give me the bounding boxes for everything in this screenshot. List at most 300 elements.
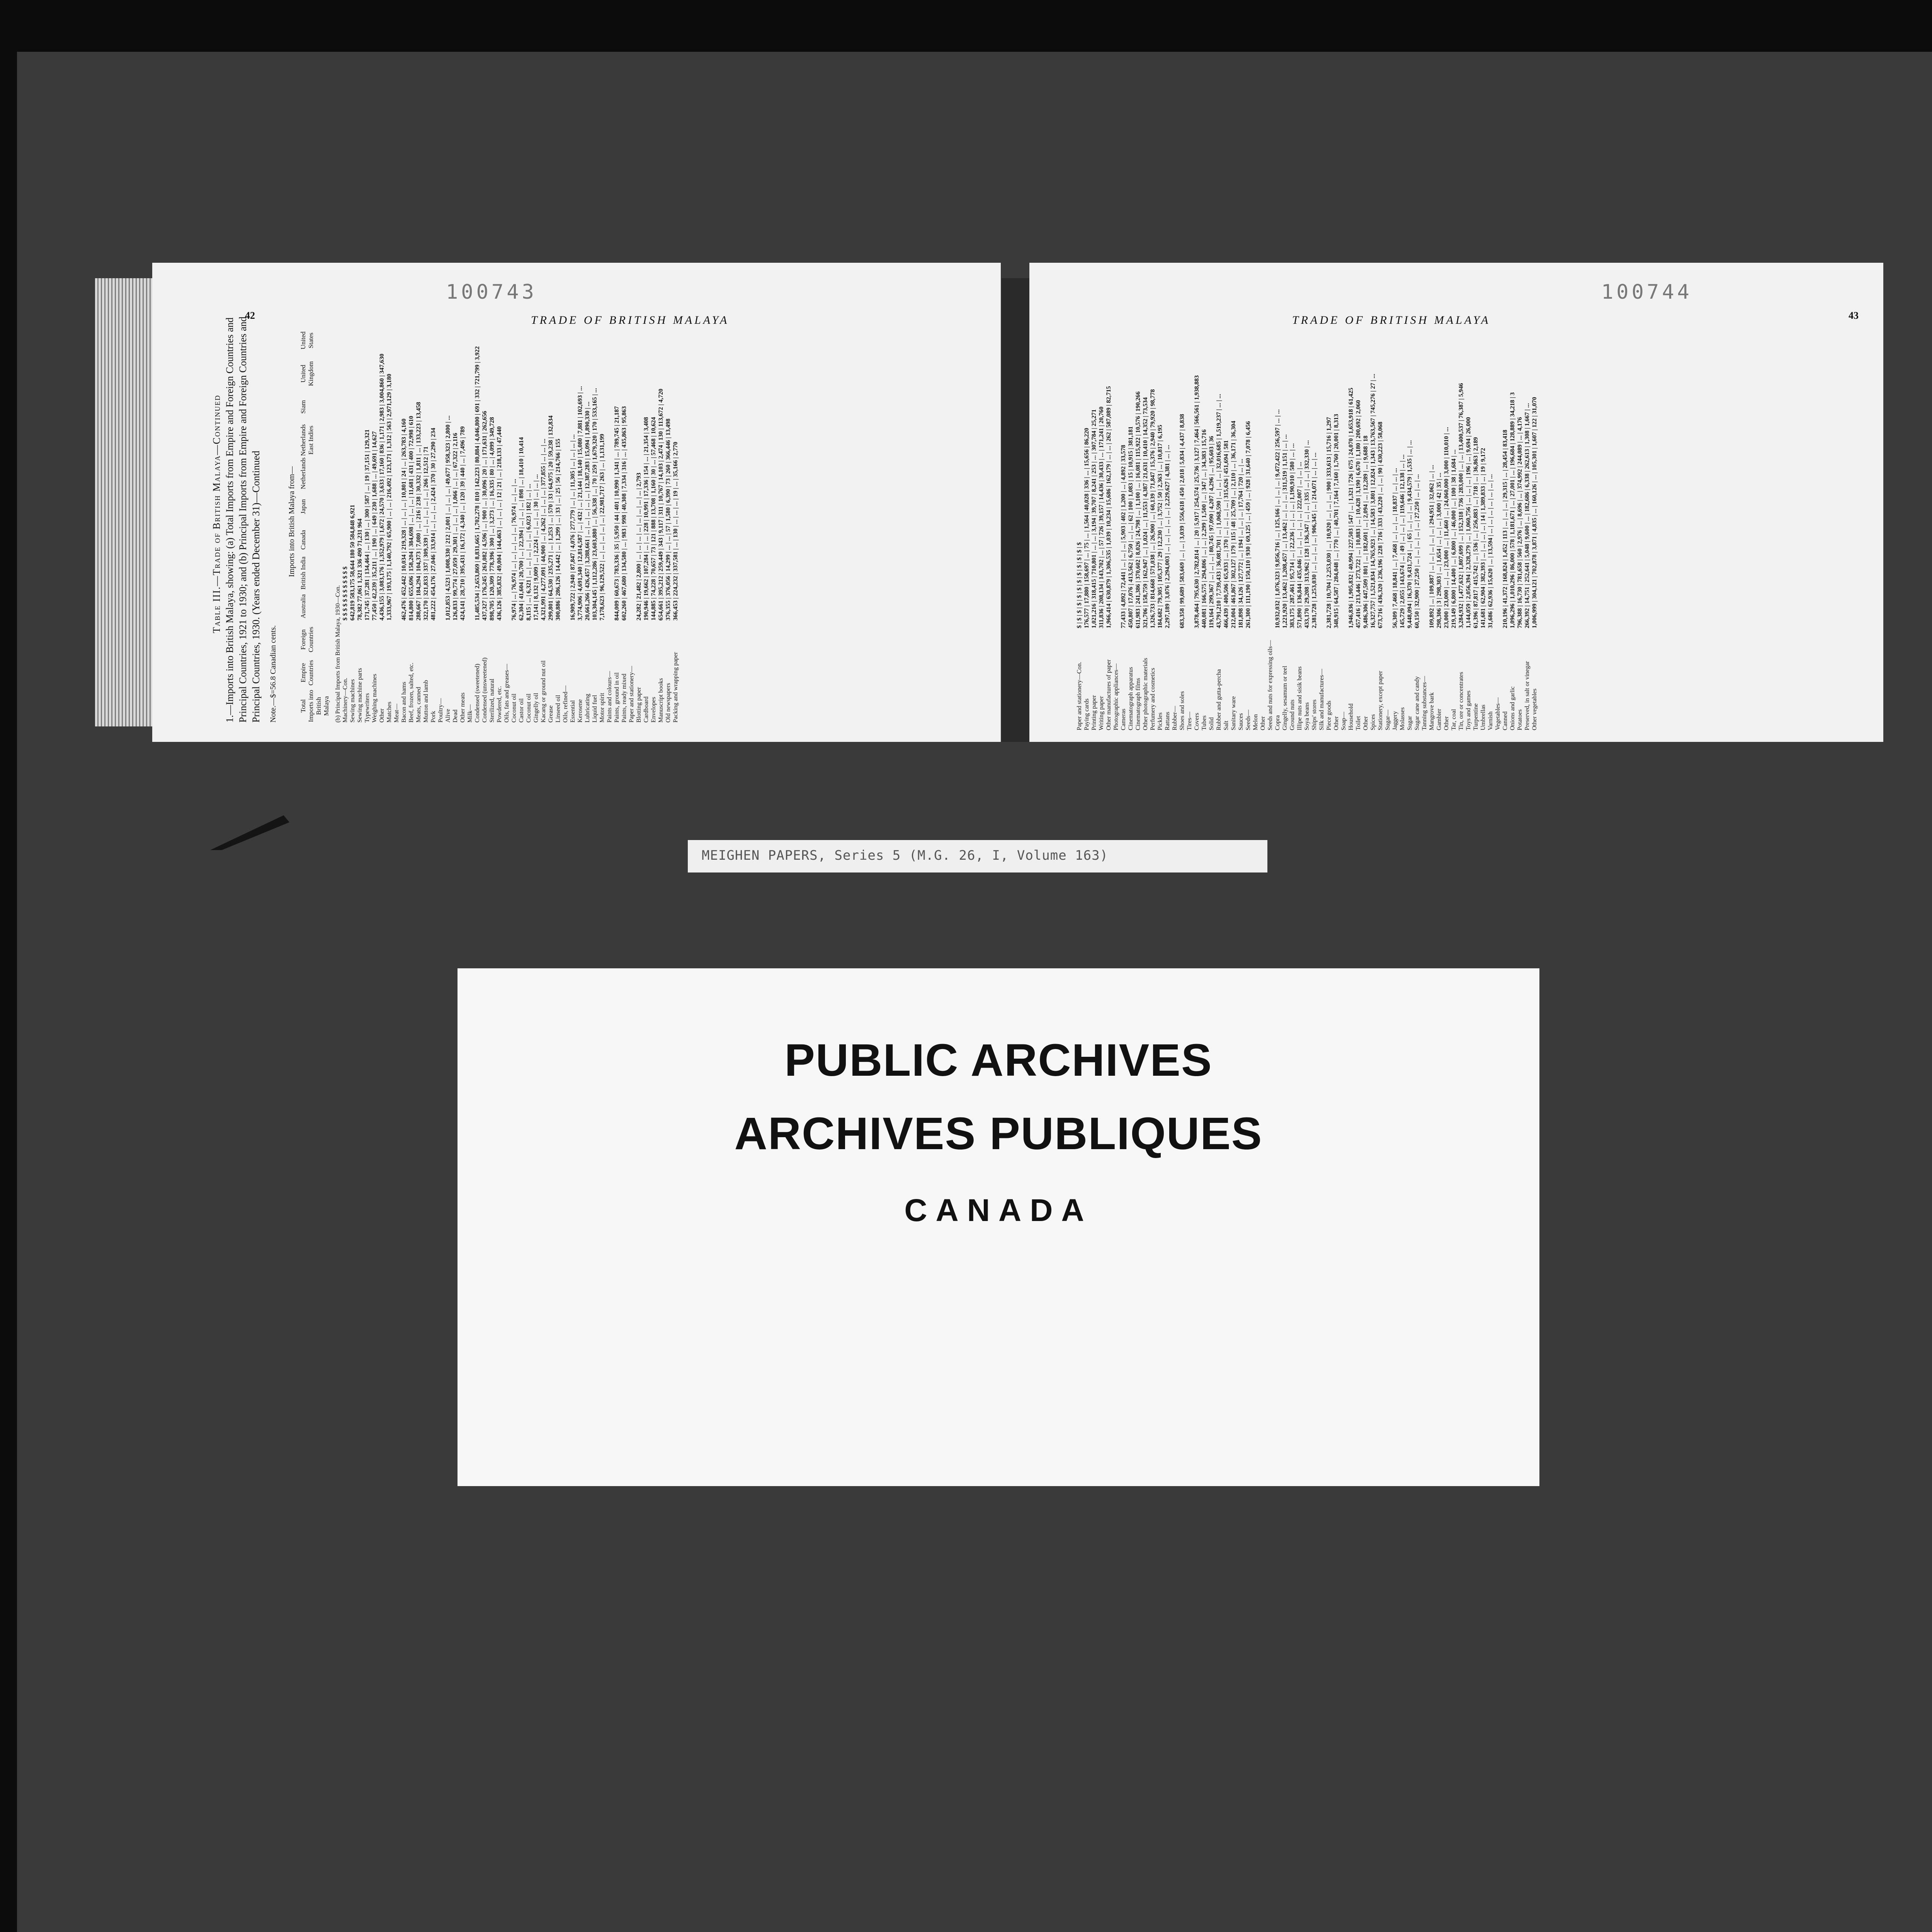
table-row <box>554 321 562 723</box>
row-label: Other <box>1260 716 1266 730</box>
table-row <box>400 321 408 723</box>
table-row <box>1105 336 1112 730</box>
table-row <box>613 321 621 723</box>
right-page <box>1029 263 1883 742</box>
row-label: Coconut oil <box>526 693 532 723</box>
row-values: 436,126 | 385,832 | 49,004 | 144,463 | ... | ... | ... | 12 | 21 | ... | 218,133 | 47,440 <box>496 426 503 621</box>
right-page-number: 43 <box>1849 310 1859 321</box>
row-label: Soya beans <box>1304 702 1310 730</box>
row-values: 602,260 | 467,680 | 134,580 | ... | 983 | 998 | 40,308 | 7,334 | 316 | ... | 435,863 | 95,863 <box>621 406 628 621</box>
row-values: 171,745 | 37,281 | 134,464 | ... | 130 | ... | 300 | 587 | ... | 19 | 37,151 | 129,321 <box>364 429 371 621</box>
row-values: 1,966,414 | 630,879 | 1,306,535 | 1,039 | 10,234 | 15,686 | 162,179 | ... | ... | 262 | 587,089 | 82,715 <box>1105 386 1112 628</box>
row-label: Other <box>1362 716 1369 730</box>
row-label: Gambier <box>1436 709 1442 730</box>
table-row <box>356 321 364 723</box>
row-values: 814,800 | 655,696 | 158,204 | 384,698 | ... | ... | ... | 11,681 | 431 | 400 | 72,998 | 610 <box>408 416 415 621</box>
row-values: 611,983 | 241,386 | 370,602 | 8,026 | 24,798 | ... | 1,100 | ... | 16,081 | 115,922 | 10,576 | 190,266 <box>1135 391 1141 628</box>
row-values: 77,433 | 4,892 | 72,441 | ... | ... | ... | 5,903 | 402 | 1,200 | ... | 4,892 | 33,578 <box>1120 445 1127 628</box>
table-row <box>1076 336 1083 730</box>
table-row <box>1362 336 1369 730</box>
row-values: 1,006,999 | 304,121 | 702,878 | 3,871 | 4,835 | ... | 160,126 | ... | 105,301 | 1,607 | 122 | 31,070 <box>1531 397 1538 628</box>
row-values: 321,706 | 158,759 | 162,947 | ... | 1,024 | ... | 11,553 | 4,387 | 21,631 | 10,410 | 14,352 | 73,534 <box>1142 397 1149 628</box>
table-row <box>562 321 569 723</box>
table-row <box>1421 336 1428 730</box>
table-row <box>1516 336 1524 730</box>
row-values: 78,382 77,061 1,321 336 490 71,231 964 <box>357 519 363 621</box>
row-values: 119,164 | 299,367 | ... | ... | ... | 80,745 | 97,090 | 4,207 | 4,296 | ... | 95,603 | 36 <box>1208 436 1215 628</box>
table-row <box>518 321 525 723</box>
row-label: Turpentine <box>1473 703 1479 730</box>
table-row <box>1480 336 1487 730</box>
table-row <box>650 321 657 723</box>
row-label: Tin, ore or concentrates <box>1458 672 1464 730</box>
row-label: Sterilized, natural <box>489 679 495 723</box>
table-row <box>1274 336 1281 730</box>
table-row <box>1237 336 1245 730</box>
column-header: Foreign Countries <box>299 626 315 653</box>
row-label: Paints, ready mixed <box>621 673 628 723</box>
row-values: 103,304,145 | 1,112,286 | 23,603,880 | ... | 56,338 | ... | 70 | 259 | 1,679,320 | 170 | 533,165 | ... <box>592 388 598 621</box>
table-row <box>1289 336 1296 730</box>
table-row <box>1186 336 1193 730</box>
row-label: Writing paper <box>1098 696 1105 730</box>
table-row <box>430 321 437 723</box>
row-label: Castor oil <box>518 698 525 723</box>
row-values: 311,836 | 208,134 | 143,702 | ... | 57 | 726 | 39,157 | 14,436 | 30,433 | ... | 171,241 | 20,760 <box>1098 406 1105 628</box>
table-row <box>1428 336 1435 730</box>
row-label: Onions and garlic <box>1509 686 1516 730</box>
table-row <box>444 321 452 723</box>
row-values: 17,141 | 8,132 | 9,009 | ... | 2,224 | ... | ... | ... | 30 | ... | ... | ... <box>533 474 539 621</box>
row-label: Sanitary ware <box>1230 696 1237 730</box>
row-label: Sewing machine parts <box>357 668 363 723</box>
row-values: 144,885 | 74,228 | 70,657 | 73 | 121 | 888 | 13,708 | 1,160 | 30 | ... | 57,468 | 10,624 <box>650 417 657 621</box>
right-table-rows <box>1076 336 1538 730</box>
table-row <box>657 321 665 723</box>
column-header: Siam <box>299 400 307 414</box>
row-label: Paints, ground in oil <box>614 672 620 723</box>
table-row <box>525 321 532 723</box>
table-row <box>408 321 415 723</box>
row-label: Spices <box>1370 714 1376 730</box>
row-values: 9,486,306 | 447,509 | 801 | ... | 182,601 | ... | 2,094 | ... | 12,289 | ... | 9,688 | 18 <box>1362 435 1369 628</box>
row-values: 299,801 | 64,530 | 235,271 | ... | 1,253 | ... | 570 | 33 | 64,975 | 20 | 59,238 | 132,834 <box>548 415 554 621</box>
table-row <box>1494 336 1502 730</box>
table-row <box>1377 336 1384 730</box>
left-page-number: 42 <box>245 310 255 321</box>
table-row <box>1230 336 1237 730</box>
row-values: 56,309 | 7,468 | 18,841 | ... | 7,468 | ... | ... | ... | 18,837 | ... | ... | ... <box>1392 468 1398 628</box>
row-label: Sugar cane and candy <box>1414 676 1420 730</box>
column-header: British India <box>299 556 307 590</box>
table-row <box>1281 336 1289 730</box>
table-row <box>349 321 356 723</box>
table-title: 1.—Imports into British Malaya, showing: (a) Total Imports from Empire and Foreign Countries and Principal Countries, 1921 to 1930; and (b) Principal Imports from Empire and Foreign Countries and Principal Countries, 1930. (Years ended December 31)—Continued <box>224 316 262 723</box>
row-label: Kerosene <box>577 699 583 723</box>
right-page-stamp: 100744 <box>1601 281 1692 304</box>
row-values: 190,946 | 19,662 | 107,284 | ... | ... | 228 | 10,991 | 17,336 | 154 | ... | 21,354 | 3,408 <box>643 417 650 621</box>
row-label: Other vegetables <box>1531 689 1538 730</box>
row-values: 76,974 | ... | 76,974 | ... | ... | ... | ... | ... | 76,974 | ... | ... | ... <box>511 479 517 621</box>
row-values: 383,175 | 287,461 | 95,714 | ... | 22,236 | ... | ... | ... | 1,190,910 | 580 | ... | ... <box>1289 443 1296 628</box>
row-label: Cameras <box>1120 709 1127 730</box>
row-label: Bacon and hams <box>401 682 407 723</box>
table-row <box>1325 336 1333 730</box>
row-values: 3,284,932 | 1,477,632 | 1,807,699 | ... | 152,318 | 736 | 283,000 | ... | ... | 13,400,537 | 76,387 | 5,946 <box>1458 383 1464 628</box>
table-row <box>1120 336 1127 730</box>
table-row <box>378 321 386 723</box>
row-label: Linseed oil <box>555 695 561 723</box>
table-row <box>1413 336 1421 730</box>
row-values: 4,436,155 | 3,083,176 | 1,352,979 | 1,672 | 24,570 | 3,633 | 17,160 | 836 | 1,171 | 2,983 | 3,004,860 | 347,630 <box>379 354 385 621</box>
row-values: 20,661,266 | 426,457 | 3,288,661 | ... | ... | ... | ... | ... | 12,387,283 | 15,094 | 1,890,330 | ... <box>584 401 591 621</box>
table-caption: Table III.—Trade of British Malaya—Continued <box>211 395 222 633</box>
row-values: 176,577 | 17,880 | 158,697 | ... | 75 | ... | 1,564 | 40,028 | 336 | ... | 15,656 | 86,220 <box>1083 428 1090 628</box>
row-values: 1,946,836 | 1,905,832 | 40,994 | 227,503 | 547 | ... | 1,321 | 726 | 675 | 24,070 | 1,653,918 | 61,425 <box>1348 388 1354 628</box>
row-label: Seeds— <box>1245 709 1252 730</box>
row-label: Molasses <box>1399 707 1406 730</box>
row-values: 184,682 | 79,305 | 105,377 | 29 | 12,230 | ... | 3,752 | 50 | 2,363 | ... | 10,817 | 6,195 <box>1157 425 1163 628</box>
table-row <box>1399 336 1406 730</box>
row-values: 77,450 | 42,239 | 35,211 | ... | 190 | ... | 649 | 230 | 1,688 | ... | 49,691 | 14,627 <box>371 431 378 621</box>
row-label: Poultry— <box>437 698 444 723</box>
table-row <box>474 321 481 723</box>
row-label: Household <box>1348 703 1354 730</box>
row-values: 571,890 | 136,844 | 435,046 | ... | ... | ... | ... | ... | 222,007 | ... | ... | ... <box>1296 462 1303 628</box>
table-row <box>606 321 613 723</box>
column-header: Total Imports into British Malaya <box>299 690 330 722</box>
pen-tip-icon <box>210 815 291 850</box>
row-label: Mangrove bark <box>1429 692 1435 730</box>
row-values: 2,297,189 | 3,076 | 2,294,003 | ... | ... | ... | ... | ... | 2,229,627 | 4,381 | ... | ... <box>1164 445 1171 628</box>
row-values: 2,381,728 | 10,704 | 2,253,030 | ... | 10,920 | ... | ... | ... | 900 | 333,613 | 15,716 | 1,297 <box>1326 417 1332 628</box>
row-label: Typewriters <box>364 693 371 723</box>
row-label: Matches <box>386 701 393 723</box>
row-label: Essential <box>570 700 576 723</box>
table-row <box>1134 336 1142 730</box>
row-label: Silk and manufactures— <box>1318 668 1325 730</box>
row-label: Illipe nuts and sisik beans <box>1296 666 1303 730</box>
row-values: 62,304 | 41,604 | 20,700 | ... | 22,394 | ... | ... | ... | 898 | ... | 18,410 | 10,414 <box>518 437 525 621</box>
row-label: Ships' stores <box>1311 699 1318 730</box>
row-values: 16,327,757 | 1,521,834 | 14,765,923 | ... | 14,583 | 3,801 | 12,824 | 1,343 | 13,763,567 | 745,276 | 27 | ... <box>1370 374 1376 628</box>
table-row <box>1502 336 1509 730</box>
table-row <box>1333 336 1340 730</box>
row-values: 437,327 | 176,245 | 261,082 | 4,596 | ... | 900 | ... | 30,096 | 20 | ... | 171,631 | 262,656 <box>481 411 488 621</box>
row-values: 1,221,920 | 13,462 | 1,208,457 | ... | 13,462 | ... | ... | ... | 311,519 | 1,151 | ... | ... <box>1282 434 1288 628</box>
row-values: 654,661 | 395,212 | 259,449 | 343 | 9,117 | 311 | 10,767 | 14,103 | 2,474 | 130 | 113,672 | 4,720 <box>658 388 664 621</box>
row-values: 60,150 | 32,900 | 27,250 | ... | ... | ... | ... | ... | 27,250 | ... | ... | ... <box>1414 474 1420 628</box>
row-label: Oils, fats and greases— <box>503 664 510 723</box>
row-label: Varnish <box>1487 711 1494 730</box>
row-label: Other photographic materials <box>1142 658 1149 730</box>
archive-reference-text: MEIGHEN PAPERS, Series 5 (M.G. 26, I, Volume 163) <box>702 848 1109 863</box>
row-label: Ground nuts <box>1289 699 1296 730</box>
row-label: Beef, frozen, salted, etc. <box>408 662 415 723</box>
table-row <box>1347 336 1355 730</box>
row-label: Meat— <box>393 704 400 723</box>
row-label: Rubber— <box>1172 706 1178 730</box>
row-label: Coconut oil <box>511 693 517 723</box>
table-row <box>1340 336 1347 730</box>
row-label: Preserved, in salt or vinegar <box>1524 661 1531 730</box>
row-label: Rubber and gutta-percha <box>1216 669 1222 730</box>
book-gutter <box>1002 278 1029 742</box>
row-values: 424,141 | 28,710 | 395,431 | 16,172 | 4,340 | ... | 120 | 39 | 440 | ... | 7,496 | 789 <box>459 426 466 621</box>
archive-card-line-3: CANADA <box>904 1193 1093 1228</box>
table-row <box>584 321 591 723</box>
table-row <box>1311 336 1318 730</box>
row-values: 298,306 | 3 | 298,303 | ... | 1,654 | ... | ... | ... | 3,000 | 42 | 35 | ... <box>1436 473 1442 628</box>
row-values: 481,222 | 454,176 | 27,046 | 33,914 | ... | ... | ... | 2,424 | 370 | 30 | 27,290 | 234 <box>430 428 437 621</box>
right-running-head: TRADE OF BRITISH MALAYA <box>1292 314 1491 327</box>
row-values: 219,149 | 6,800 | 14,400 | ... | 6,800 | ... | 46,000 | ... | 100 | 38 | 1,684 | ... <box>1451 449 1457 628</box>
row-values: 376,355 | 376,056 | 14,299 | ... | ... | 57 | 1,580 | 6,390 | 73 | 260 | 366,446 | 13,498 <box>665 418 672 621</box>
row-label: Powdered, etc. <box>496 686 503 723</box>
table-row <box>1259 336 1267 730</box>
table-row <box>547 321 554 723</box>
row-label: Condensed (unsweetened) <box>481 657 488 723</box>
row-values: 1,326,733 | 814,668 | 571,038 | ... | 26,900 | ... | 60,139 | 71,847 | 15,376 | 2,940 | 79,920 | 98,778 <box>1150 389 1156 628</box>
row-label: Umbrellas <box>1480 704 1486 730</box>
row-label: Cardboard <box>643 696 650 723</box>
table-row <box>1201 336 1208 730</box>
row-label: Piece goods <box>1326 701 1332 730</box>
row-values: 466,439 | 400,506 | 65,933 | ... | 370 | ... | ... | ... | ... | 315,626 | 451,694 | 581 <box>1223 440 1230 628</box>
column-header: Empire Countries <box>299 660 315 686</box>
row-label: Pork <box>430 711 437 723</box>
table-row <box>422 321 430 723</box>
table-row <box>342 321 349 723</box>
table-row <box>1318 336 1325 730</box>
table-row <box>1179 336 1186 730</box>
row-label: Other <box>1333 716 1340 730</box>
row-values: 322,170 | 321,833 | 337 | 309,339 | ... | ... | ... | ... | ... | 266 | 12,512 | 71 <box>423 446 429 621</box>
row-label: Pickles <box>1157 712 1163 730</box>
table-row <box>1487 336 1494 730</box>
row-values: 433,170 | 29,208 | 313,962 | 128 | 136,347 | ... | ... | 335 | ... | ... | 332,330 | ... <box>1304 440 1310 628</box>
table-row <box>503 321 510 723</box>
row-values: 261,300 | 111,190 | 150,110 | 930 | 69,125 | ... | 459 | ... | 928 | 31,640 | 7,078 | 6,456 <box>1245 421 1252 628</box>
row-label: Seeds and nuts for expressing oils— <box>1267 640 1274 730</box>
row-values: 348,915 | 64,587 | 284,048 | ... | 770 | ... | 40,701 | 7,164 | 7,160 | 1,760 | 20,001 | 8,313 <box>1333 414 1340 628</box>
table-row <box>540 321 547 723</box>
table-row <box>1406 336 1413 730</box>
row-values: 2,381,728 | 1,253,030 | ... | ... | ... | ... | 906,345 | ... | 214,071 | ... | ... | ... <box>1311 452 1318 628</box>
row-label: Sugar— <box>1384 709 1391 730</box>
row-values: 141,681 | 62,904 | 382,393 | ... | ... | ... | ... | 14 | 1,389,833 | ... | 19 | 9,172 <box>1480 448 1486 628</box>
row-values: 212,004 | 461,867 | 302,127 | 179 | 115 | 48 | 25,709 | ... | 2,110 | ... | 36,171 | 36,304 <box>1230 421 1237 628</box>
row-values: 16,909,722 | 2,940 | 87,847 | 4,076 | 277,779 | ... | ... | 11,305 | ... | ... | ... | ... <box>570 434 576 621</box>
row-values: 1,096,296 | 1,010,296 | 86,000 | 578 | 1,181,671 | ... | 27,001 | ... | 196,684 | 128,889 | 34,218 | 3 <box>1509 392 1516 628</box>
row-label: Paints and colours— <box>606 671 613 723</box>
row-values: 300,886 | 286,126 | 14,442 | ... | 1,299 | ... | 33 | ... | 25 | 56 | 214,766 | 155 <box>555 439 561 621</box>
row-label: Stationery, except paper <box>1377 670 1384 730</box>
row-label: Other <box>379 708 385 723</box>
table-row <box>1384 336 1391 730</box>
table-row <box>591 321 599 723</box>
table-row <box>621 321 628 723</box>
archive-card-line-2: ARCHIVES PUBLIQUES <box>734 1108 1263 1159</box>
row-label: Paper and stationery— <box>628 666 635 723</box>
row-label: Tubes <box>1201 715 1208 730</box>
table-row <box>672 321 679 723</box>
table-row <box>1450 336 1458 730</box>
row-values: 3,878,464 | 795,630 | 2,782,814 | ... | 20 | 5,917 | 254,574 | 25,736 | 3,127 | 7,464 | 566,561 | 1,938,883 <box>1194 375 1200 628</box>
row-label: Condensed (sweetened) <box>474 663 481 723</box>
row-label: Alive <box>445 709 451 723</box>
row-values: 23,000 | 23,000 | ... | ... | 23,000 | ... | 11,460 | ... | 24,060,000 | 3,000 | 110,010 | ... <box>1443 427 1450 628</box>
row-label: Sewing machines <box>349 679 356 723</box>
table-row <box>532 321 540 723</box>
row-label: Other manufactures of paper <box>1105 659 1112 730</box>
open-book <box>98 263 1914 757</box>
table-row <box>1193 336 1201 730</box>
table-row <box>466 321 474 723</box>
table-row <box>1156 336 1164 730</box>
row-label: Kacang or ground nut oil <box>540 660 547 723</box>
table-row <box>1472 336 1480 730</box>
row-values: 3,774,906 | 4,691,340 | 12,814,587 | ... | 432 | ... | 21,144 | 18,140 | 15,080 | 7,881 | 102,693 | ... <box>577 386 583 621</box>
table-row <box>393 321 400 723</box>
table-row <box>1443 336 1450 730</box>
right-rotated-table <box>1076 336 1538 730</box>
row-label: Perfumery and cosmetics <box>1150 668 1156 730</box>
table-row <box>628 321 635 723</box>
row-label: Old newspapers <box>665 683 672 723</box>
row-label: Covers <box>1194 713 1200 730</box>
table-row <box>1083 336 1090 730</box>
row-values: 145,729 | 2,055 | 143,674 | ... | 49 | ... | ... | ... | 119,646 | 12,138 | ... | ... <box>1399 454 1406 628</box>
row-label: Gingelly, sesamum or teel <box>1282 666 1288 730</box>
table-row <box>1531 336 1538 730</box>
row-values: 683,358 | 99,689 | 583,669 | ... | ... | 3,039 | 556,618 | 450 | 2,018 | 5,834 | 4,437 | 8,838 <box>1179 414 1185 628</box>
row-values: 31,686 | 62,936 | 15,620 | ... | 13,594 | ... | ... | ... | ... | ... | ... | ... <box>1487 474 1494 628</box>
row-values: 844,009 | 60,673 | 783,336 | 35 | 5,950 | 44 | 401 | 10,990 | 1,341 | ... | 789,745 | 21,187 <box>614 406 620 621</box>
table-row <box>459 321 466 723</box>
table-row <box>1149 336 1156 730</box>
table-row <box>1208 336 1215 730</box>
table-row <box>1098 336 1105 730</box>
row-values: 61,396 | 87,817 | 415,742 | ... | 536 | ... | 256,883 | ... | 718 | ... | 36,863 | 2,189 <box>1473 437 1479 628</box>
table-row <box>1355 336 1362 730</box>
table-row <box>371 321 378 723</box>
left-page <box>152 263 1001 742</box>
table-row <box>481 321 488 723</box>
table-row <box>1252 336 1259 730</box>
row-label: Mutton and lamb <box>423 680 429 723</box>
table-row <box>437 321 444 723</box>
table-row <box>643 321 650 723</box>
table-row <box>1267 336 1274 730</box>
row-values: 1,012,853 | 4,523 | 1,008,330 | 212 | 2,001 | ... | ... | ... | 49,677 | 958,323 | 2,800 | ... <box>445 415 451 621</box>
table-row <box>1524 336 1531 730</box>
row-label: Soap— <box>1340 712 1347 730</box>
row-label: Milk— <box>467 704 473 723</box>
row-values: 898,705 | 120,309 | 778,396 | 300 | ... | 3,273 | ... | 16,335 | 80 | ... | 4,099 | 349,728 <box>489 417 495 621</box>
table-row <box>488 321 496 723</box>
row-label: Tires— <box>1186 711 1193 730</box>
table-row <box>1509 336 1516 730</box>
table-row <box>1369 336 1377 730</box>
row-values: $ | $ | $ | $ | $ | $ | $ | $ | $ | $ | $ | $ <box>1076 542 1083 628</box>
table-row <box>1127 336 1134 730</box>
row-values: 440,081 | 166,575 | 294,806 | ... | ... | 2,299 | 1,500 | ... | 347 | ... | 34,383 | 15,716 <box>1201 429 1208 628</box>
row-values: 288,667 | 184,294 | 104,373 | 7,080 | ... | 216 | 238 | 30,332 | 1,811 | ... | 133,223 | 13,458 <box>415 402 422 621</box>
row-label: Photographic appliances— <box>1113 663 1119 730</box>
left-rotated-table <box>210 316 679 723</box>
column-header: United States <box>299 331 315 350</box>
row-values: 43,791,210 | 7,739,433 | 36,081,701 | ... | 1,068,590 | ... | ... | ... | 32,016,685 | 1,519,237 | ... | ... <box>1216 394 1222 628</box>
row-label: Weighing machines <box>371 673 378 723</box>
row-values: 9,448,094 | 16,370 | 9,431,724 | ... | 65 | ... | ... | ... | 9,434,579 | 1,535 | ... | ... <box>1406 440 1413 628</box>
table-row <box>510 321 518 723</box>
row-values: 1,144,059 | 2,056,394 | 2,328,279 | ... | 1,060,756 | ... | ... | ... | 196 | ... | 9,694 | 26,000 <box>1465 417 1472 628</box>
row-label: Cinematograph films <box>1135 678 1141 730</box>
row-label: Cinematograph apparatus <box>1128 667 1134 730</box>
row-label: Vegetables— <box>1495 697 1501 730</box>
row-label: Potatoes <box>1517 709 1523 730</box>
row-label: Solid <box>1208 717 1215 730</box>
column-header: United Kingdom <box>299 361 315 386</box>
row-label: Packing and wrapping paper <box>672 652 679 723</box>
table-row <box>1142 336 1149 730</box>
table-row <box>1465 336 1472 730</box>
row-label: Toilet <box>1355 716 1362 730</box>
column-headers <box>299 321 330 723</box>
row-label: Other meats <box>459 692 466 723</box>
row-label: Tar, coal <box>1451 709 1457 730</box>
row-label: Grease <box>548 705 554 723</box>
table-row <box>452 321 459 723</box>
table-row <box>1435 336 1443 730</box>
row-label: Paper and stationery—Con. <box>1076 662 1083 730</box>
table-note: Note.—$=56.8 Canadian cents. <box>269 625 277 723</box>
table-row <box>1296 336 1303 730</box>
table-row <box>386 321 393 723</box>
row-values: 642,819 583,175 58,644 180 50 584,848 6,921 <box>349 505 356 621</box>
row-label: Paying cards <box>1083 698 1090 730</box>
stub-header: (b) Principal Imports from British Malaya, 1930—Con. <box>335 585 341 723</box>
table-row <box>635 321 643 723</box>
row-values: 210,196 | 41,372 | 168,824 | 1,452 | 113 | ... | ... | ... | 29,315 | ... | 28,454 | 83,418 <box>1502 430 1509 628</box>
column-header: Netherlands East Indies <box>299 424 315 456</box>
row-label: Motor spirit <box>599 693 605 723</box>
row-values: 109,892 | ... | 109,887 | ... | ... | ... | ... | ... | 294,951 | 32,062 | ... | ... <box>1429 465 1435 628</box>
left-table-rows <box>342 321 679 723</box>
column-header: Canada <box>299 530 307 550</box>
table-row <box>1171 336 1179 730</box>
archive-card <box>457 968 1539 1486</box>
table-row <box>1090 336 1098 730</box>
row-label: Canned <box>1502 711 1509 730</box>
row-label: Melon <box>1252 714 1259 730</box>
archive-reference-label <box>688 840 1267 872</box>
table-row <box>364 321 371 723</box>
row-values: $ $ $ $ $ $ $ $ $ $ $ $ <box>342 566 349 621</box>
table-row <box>1223 336 1230 730</box>
row-values: 1,333,967 | 193,175 | 1,140,792 | 65,900 | ... | ... | 216,492 | 123,171 | 1,312 | 563 | 2,971,129 | 3,180 <box>386 374 393 621</box>
table-row <box>415 321 422 723</box>
row-label: Machinery—Con. <box>342 678 349 723</box>
row-values: 11,485,534 | 2,653,869 | 8,831,665 | 1,702,278 | 810 | 142,223 | 80,884 | 4,046,800 | 691 | 332 | 721,799 | 3,922 <box>474 346 481 621</box>
row-values: 7,178,623 | 96,129,522 | ... | ... | ... | ... | ... | 22,981,717 | 263 | ... | 1,131,199 <box>599 434 605 621</box>
row-label: Sugar <box>1406 716 1413 730</box>
row-label: Gingelly oil <box>533 693 539 723</box>
table-row <box>496 321 503 723</box>
table-row <box>1303 336 1311 730</box>
table-row <box>1245 336 1252 730</box>
